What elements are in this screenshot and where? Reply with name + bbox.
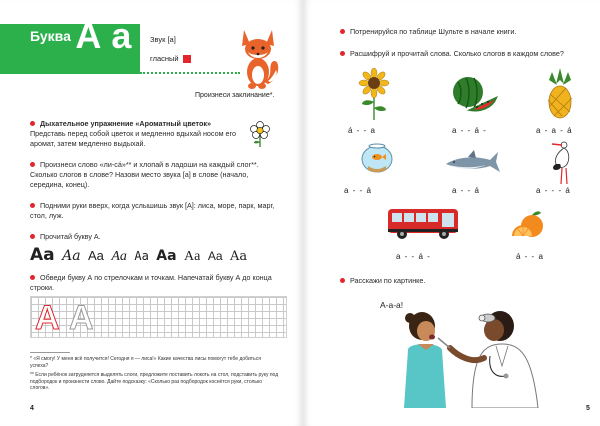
sound-label: Звук [а] — [150, 35, 176, 44]
word-pattern: á - - a — [348, 126, 376, 135]
doctor-girl-illustration — [392, 306, 562, 408]
word-pattern: a - - á - — [396, 252, 431, 261]
task-syllables: Произнеси слово «ли-сá»** и хлопай в ладоши на каждый слог**. Сколько слогов в слове? Назови место звука [а] в слове (начало, середина, конец). — [30, 160, 259, 189]
exercise-title-row — [30, 119, 245, 129]
font-sample: Aa — [229, 249, 248, 264]
font-sample: Aa — [111, 249, 127, 264]
footnote-2: ** Если ребёнок затрудняется выделять слоги, предложите поставить локоть на стол, подставить руку под подбородок и произнести слово. Дайте подсказку: «Сколько раз подбородок коснётся руки, столько слогов». — [30, 372, 279, 391]
task-read-row — [30, 232, 275, 242]
watermelon-icon — [452, 74, 498, 112]
shark-icon — [444, 150, 500, 176]
font-sample: Aa — [156, 248, 177, 264]
bullet — [30, 203, 35, 208]
sunflower-icon — [356, 68, 392, 120]
pineapple-icon — [546, 68, 574, 120]
task-schulte-row — [340, 27, 585, 37]
word-pattern: a - - á - — [452, 126, 487, 135]
task-story: Расскажи по картинке. — [350, 276, 426, 285]
header-word: Буква — [30, 28, 71, 44]
task-hands-row — [30, 201, 275, 221]
word-pattern: a - - á — [452, 186, 480, 195]
trace-letter: А — [35, 299, 60, 337]
font-sample: Aa — [184, 249, 201, 264]
font-sample: Aa — [30, 245, 55, 265]
bullet — [340, 51, 345, 56]
task-decode: Расшифруй и прочитай слова. Сколько слогов в каждом слове? — [350, 49, 564, 58]
task-trace-row — [30, 273, 275, 293]
footnote-divider — [30, 352, 70, 353]
font-sample: Aa — [88, 248, 104, 263]
bullet — [30, 121, 35, 126]
word-pattern: a - - á — [344, 186, 372, 195]
vowel-label: гласный — [150, 54, 179, 63]
task-hands: Подними руки вверх, когда услышишь звук [А]: лиса, море, парк, марг, стол, луж. — [30, 201, 275, 220]
task-story-row — [340, 276, 585, 286]
bullet — [30, 162, 35, 167]
font-samples — [30, 245, 250, 265]
aquarium-icon — [360, 140, 394, 174]
header-letters: А а — [75, 15, 132, 56]
bullet — [340, 29, 345, 34]
flower-icon — [248, 120, 272, 148]
orange-icon — [510, 208, 546, 244]
speech-text: А-а-а! — [380, 300, 404, 310]
page-number: 5 — [586, 405, 590, 412]
word-pattern: á - - a — [516, 252, 544, 261]
page-number: 4 — [30, 405, 34, 412]
task-trace: Обведи букву А по стрелочкам и точкам. Напечатай букву А до конца строки. — [30, 273, 272, 292]
exercise-title: Дыхательное упражнение «Ароматный цветок» — [40, 119, 211, 128]
font-sample: Aa — [134, 249, 149, 263]
bullet — [30, 275, 35, 280]
bus-icon — [386, 207, 460, 241]
task-schulte: Потренируйся по таблице Шульте в начале книги. — [350, 27, 517, 36]
font-sample: Aa — [62, 248, 81, 264]
fox-caption: Произнеси заклинание*. — [195, 92, 275, 99]
word-pattern: a - - - á — [536, 186, 571, 195]
right-page — [304, 0, 600, 426]
font-sample: Aa — [207, 249, 223, 263]
bullet — [30, 234, 35, 239]
vowel-red-square — [183, 55, 191, 63]
task-syllables-row — [30, 160, 275, 190]
task-read: Прочитай букву А. — [40, 232, 101, 241]
bullet — [340, 278, 345, 283]
footnote-1: * «Я смогу! У меня всё получится! Сегодня я — лиса!» Какие качества лисы помогут тебе добиться успеха? — [30, 356, 261, 369]
trace-letter: А — [69, 299, 94, 337]
trace-grid[interactable] — [30, 296, 287, 338]
header-title — [30, 15, 140, 65]
fox-illustration — [238, 26, 282, 92]
word-pattern: a - a - á — [536, 126, 573, 135]
stork-icon — [550, 140, 576, 184]
vowel-row — [150, 54, 191, 63]
task-decode-row — [340, 49, 585, 59]
exercise-text: Представь перед собой цветок и медленно вдыхай носом его аромат, затем медленно выдыхай. — [30, 129, 236, 148]
header-dotted-line — [140, 72, 240, 74]
